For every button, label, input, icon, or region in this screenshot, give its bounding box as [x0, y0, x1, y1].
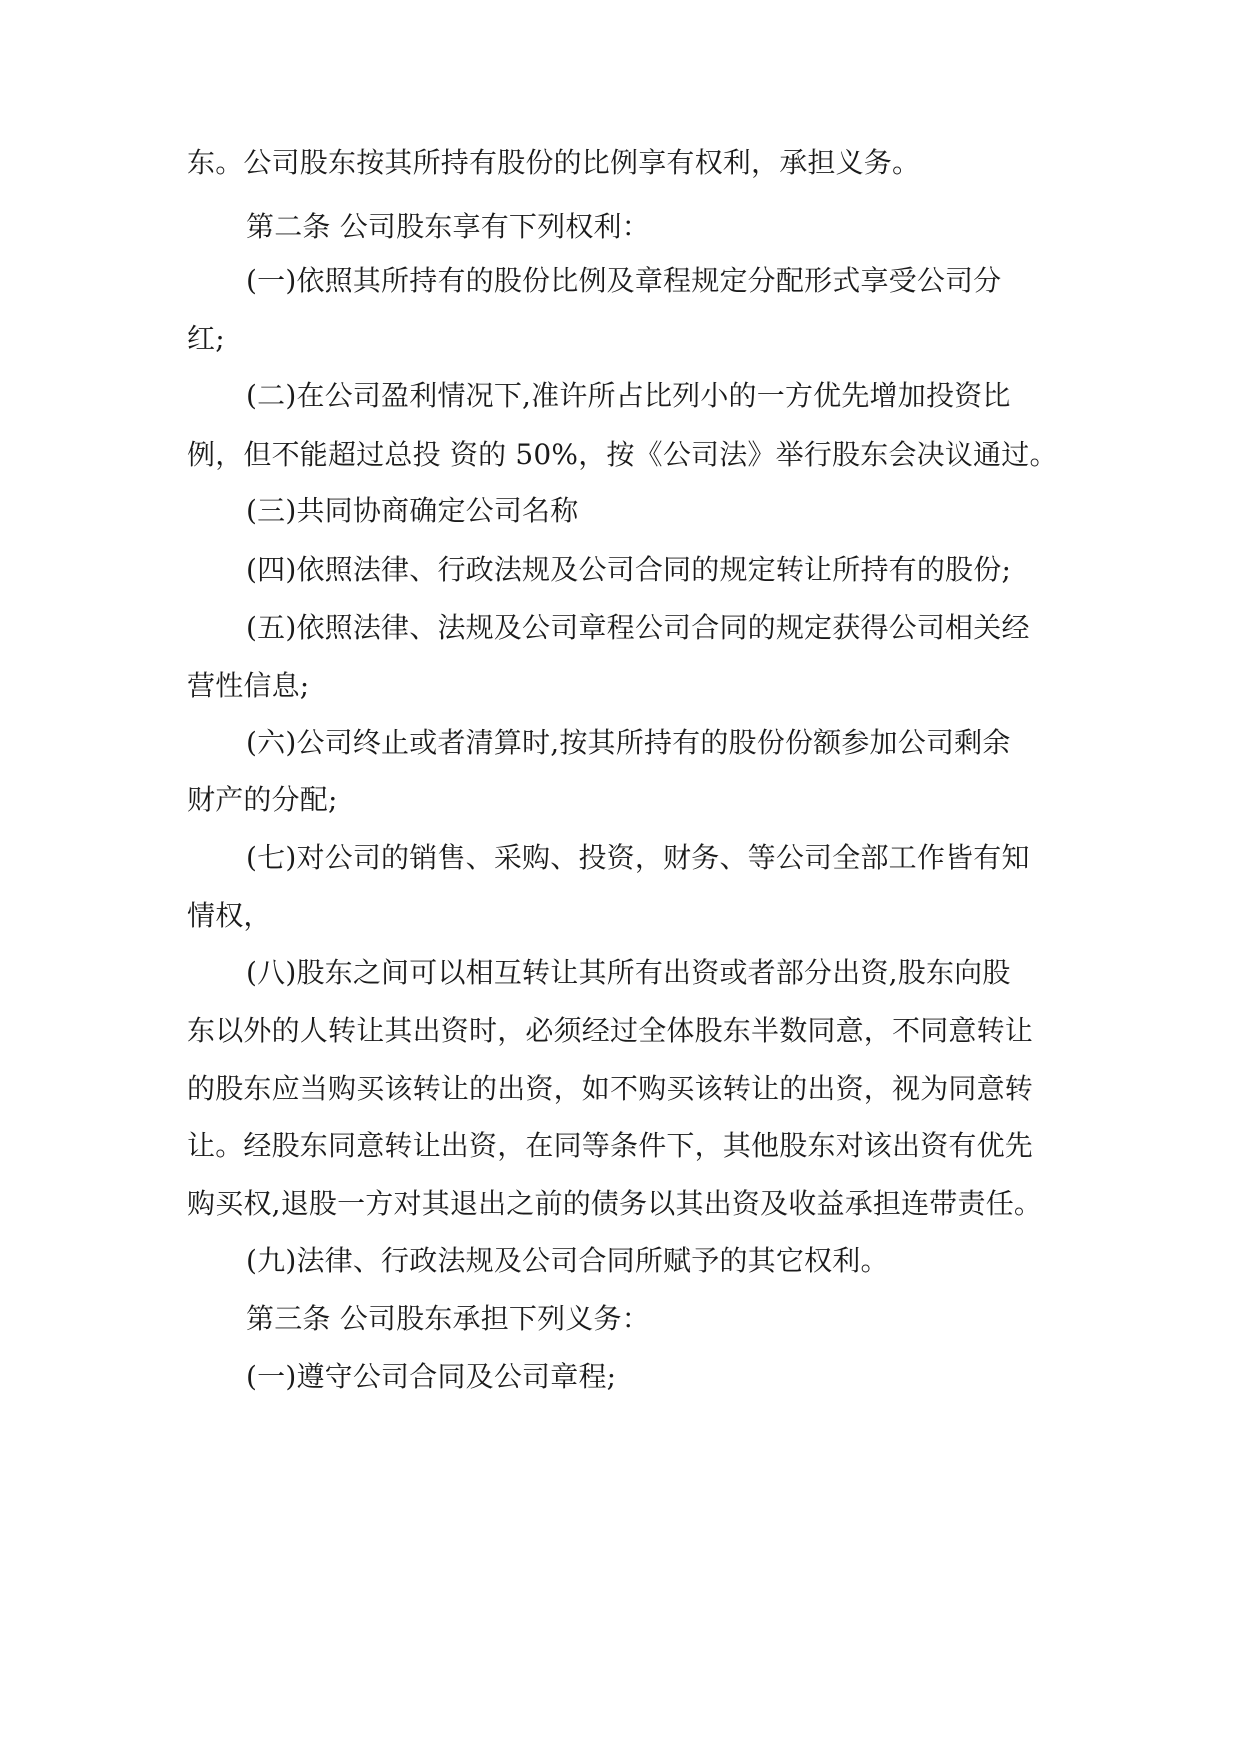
text-line: (一)依照其所持有的股份比例及章程规定分配形式享受公司分: [246, 264, 1002, 297]
text-line: 情权，: [187, 899, 272, 932]
text-line: 东。公司股东按其所持有股份的比例享有权利，承担义务。: [187, 146, 921, 179]
text-line: 财产的分配;: [187, 783, 338, 816]
text-line: (七)对公司的销售、采购、投资，财务、等公司全部工作皆有知: [246, 841, 1030, 874]
text-line: 东以外的人转让其出资时，必须经过全体股东半数同意，不同意转让: [187, 1014, 1034, 1047]
text-line: (一)遵守公司合同及公司章程;: [246, 1360, 617, 1393]
text-line: (八)股东之间可以相互转让其所有出资或者部分出资,股东向股: [246, 956, 1011, 989]
text-line: 红;: [187, 322, 225, 355]
text-line: (二)在公司盈利情况下,准许所占比列小的一方优先增加投资比: [246, 379, 1011, 412]
text-line: (三)共同协商确定公司名称: [246, 494, 579, 527]
article-heading: 第三条 公司股东承担下列义务：: [246, 1302, 650, 1335]
article-heading: 第二条 公司股东享有下列权利：: [246, 210, 650, 243]
text-line: 的股东应当购买该转让的出资，如不购买该转让的出资，视为同意转: [187, 1072, 1034, 1105]
text-line: 营性信息;: [187, 669, 310, 702]
text-line: (四)依照法律、行政法规及公司合同的规定转让所持有的股份;: [246, 553, 1012, 586]
text-line: 购买权,退股一方对其退出之前的债务以其出资及收益承担连带责任。: [187, 1187, 1043, 1220]
text-line: (九)法律、行政法规及公司合同所赋予的其它权利。: [246, 1244, 889, 1277]
text-line: (五)依照法律、法规及公司章程公司合同的规定获得公司相关经: [246, 611, 1030, 644]
text-line: 例，但不能超过总投 资的 50%，按《公司法》举行股东会决议通过。: [187, 438, 1058, 471]
text-line: 让。经股东同意转让出资，在同等条件下，其他股东对该出资有优先: [187, 1129, 1034, 1162]
text-line: (六)公司终止或者清算时,按其所持有的股份份额参加公司剩余: [246, 726, 1011, 759]
